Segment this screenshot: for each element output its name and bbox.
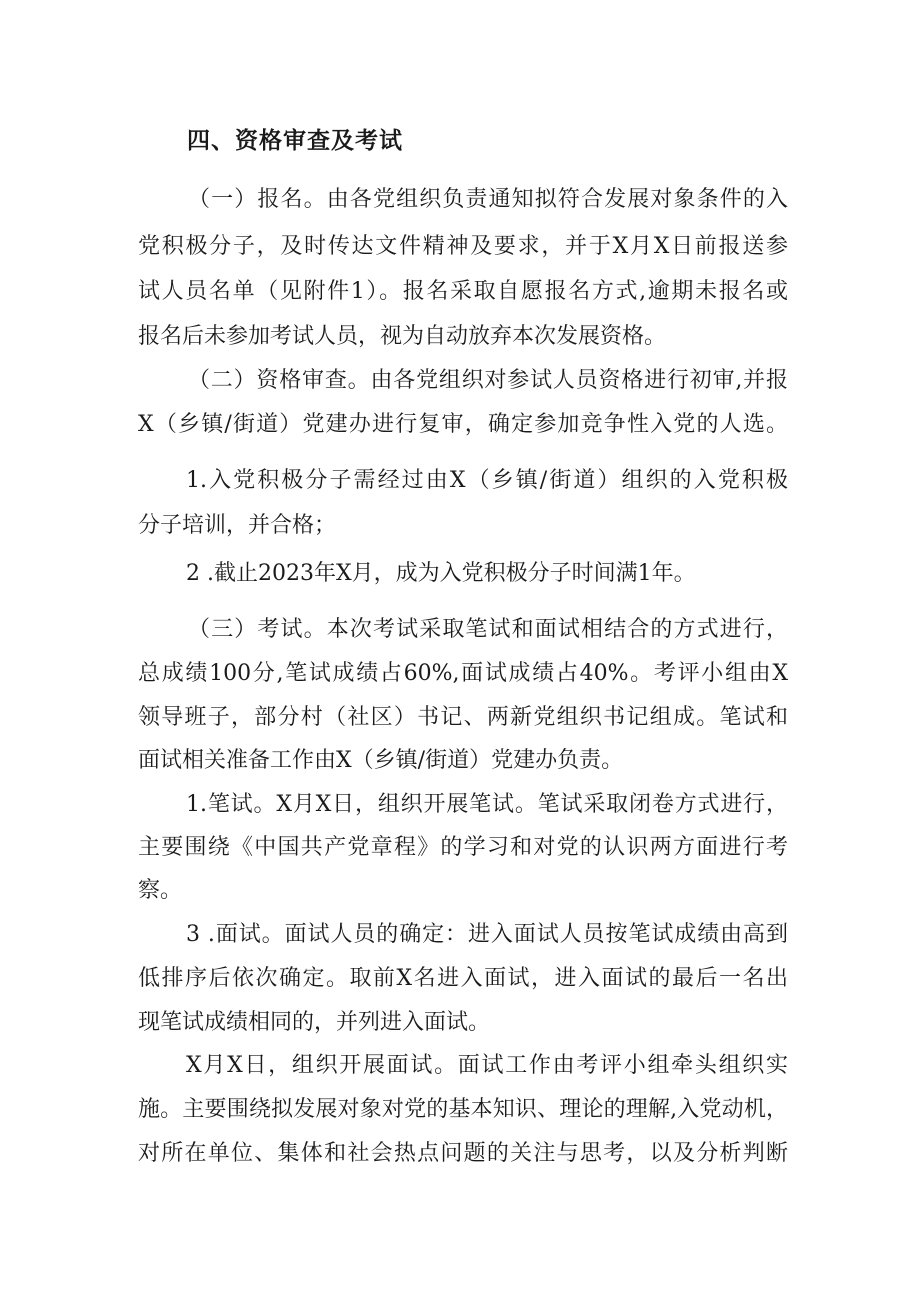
text-line: 现笔试成绩相同的，并列进入面试。 bbox=[138, 1010, 491, 1035]
text-line: 试人员名单（见附件1）。报名采取自愿报名方式,逾期未报名或 bbox=[138, 279, 788, 304]
text-line: 2 .截止2023年X月，成为入党积极分子时间满1年。 bbox=[186, 561, 696, 586]
text-line: 3 .面试。面试人员的确定：进入面试人员按笔试成绩由高到 bbox=[186, 922, 788, 947]
text-line: 1.入党积极分子需经过由X（乡镇/街道）组织的入党积极 bbox=[186, 468, 788, 493]
text-line: 低排序后依次确定。取前X名进入面试，进入面试的最后一名出 bbox=[138, 966, 788, 991]
text-line: （二）资格审查。由各党组织对参试人员资格进行初审,并报 bbox=[188, 368, 788, 393]
section-heading: 四、资格审查及考试 bbox=[187, 128, 403, 154]
text-line: X月X日，组织开展面试。面试工作由考评小组牵头组织实 bbox=[186, 1053, 788, 1078]
text-line: 分子培训，并合格； bbox=[138, 513, 337, 538]
text-line: 面试相关准备工作由X（乡镇/街道）党建办负责。 bbox=[138, 748, 624, 773]
text-line: 对所在单位、集体和社会热点问题的关注与思考，以及分析判断 bbox=[138, 1141, 788, 1166]
text-line: 报名后未参加考试人员，视为自动放弃本次发展资格。 bbox=[138, 324, 667, 349]
text-line: 主要围绕《中国共产党章程》的学习和对党的认识两方面进行考 bbox=[138, 835, 788, 860]
text-line: 1.笔试。X月X日，组织开展笔试。笔试采取闭卷方式进行， bbox=[186, 792, 788, 817]
text-line: 总成绩100分,笔试成绩占60%,面试成绩占40%。考评小组由X bbox=[138, 661, 788, 686]
text-line: （三）考试。本次考试采取笔试和面试相结合的方式进行， bbox=[188, 617, 788, 642]
text-line: 施。主要围绕拟发展对象对党的基本知识、理论的理解,入党动机， bbox=[138, 1097, 788, 1122]
text-line: 党积极分子，及时传达文件精神及要求，并于X月X日前报送参 bbox=[138, 234, 788, 259]
text-line: X（乡镇/街道）党建办进行复审，确定参加竞争性入党的人选。 bbox=[138, 412, 788, 437]
text-line: 领导班子，部分村（社区）书记、两新党组织书记组成。笔试和 bbox=[138, 705, 788, 730]
text-line: 察。 bbox=[138, 878, 183, 903]
text-line: （一）报名。由各党组织负责通知拟符合发展对象条件的入 bbox=[188, 187, 788, 212]
